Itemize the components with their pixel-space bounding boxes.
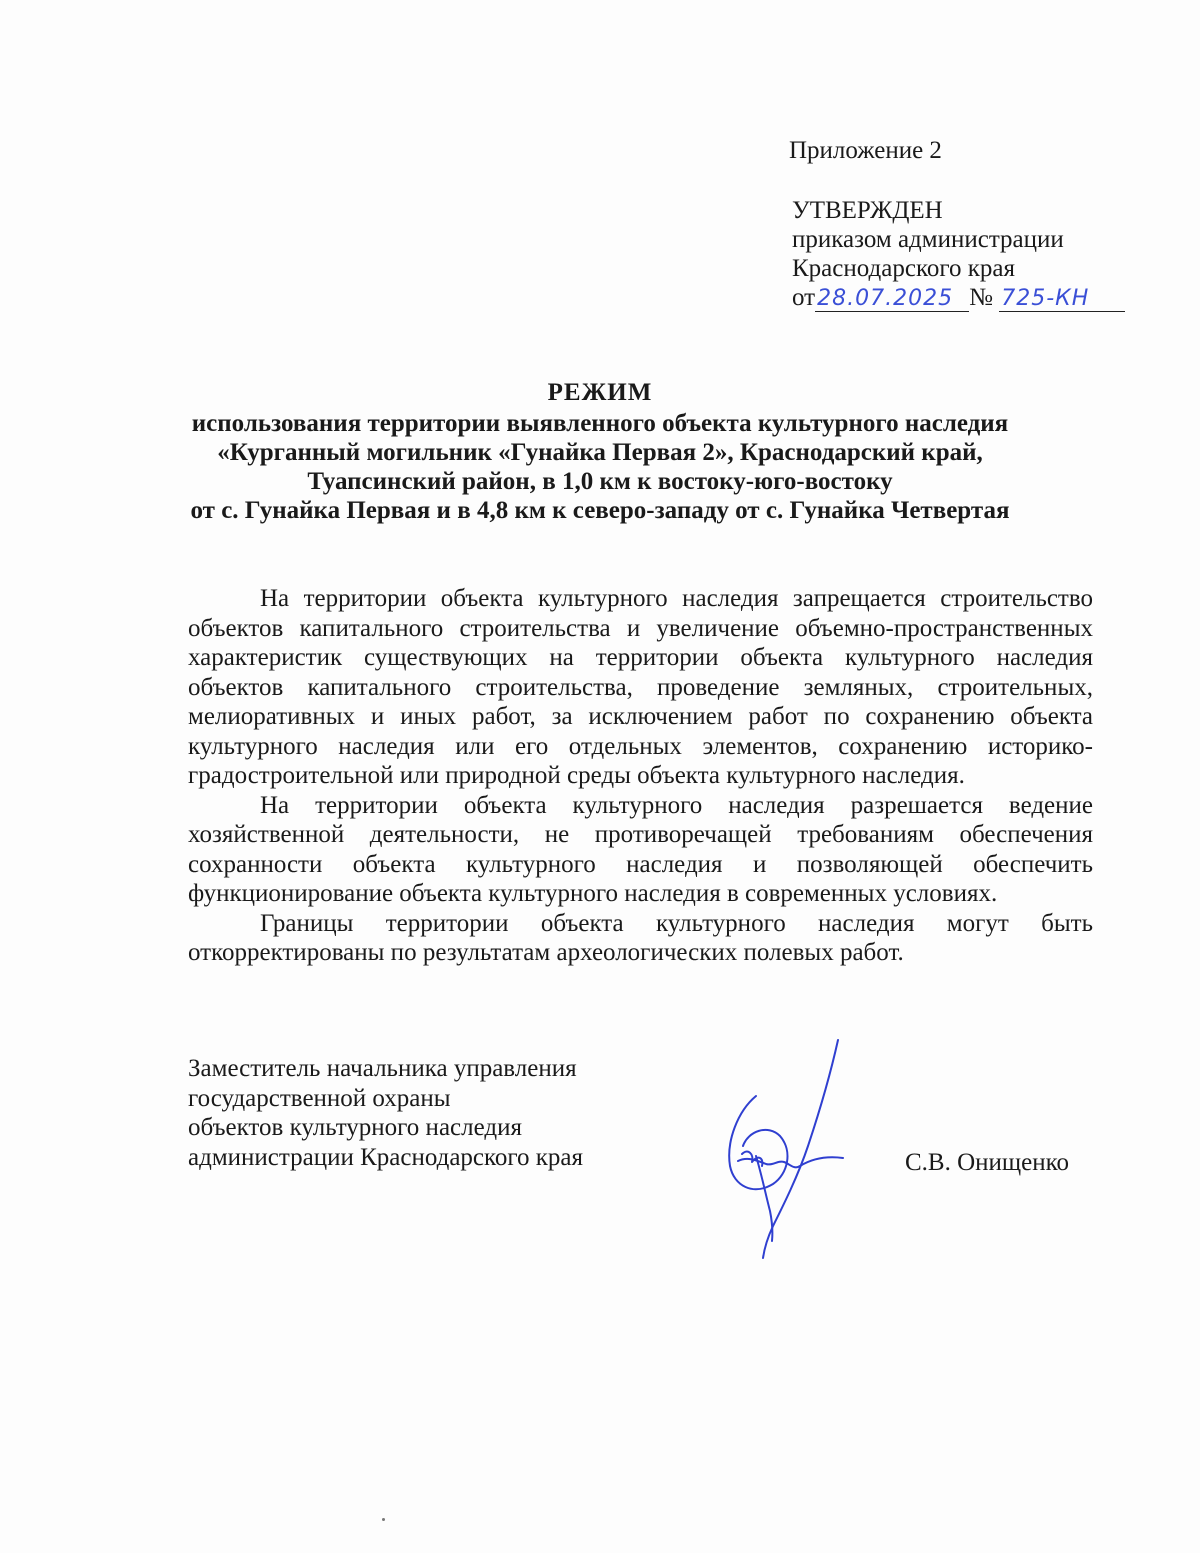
signer-position (188, 1054, 583, 1172)
document-body (188, 584, 1093, 968)
position-line-2: государственной охраны (188, 1084, 451, 1112)
date-prefix: от (792, 284, 816, 311)
title-line-2: «Курганный могильник «Гунайка Первая 2», Краснодарский край, (217, 439, 983, 466)
body-paragraph-2: На территории объекта культурного наследия разрешается ведение хозяйственной деятельности, не противоречащей требованиям обеспечения сохранности объекта культурного наследия и позволяющей обеспечить функционирование объекта культурного наследия в современных условиях. (188, 791, 1093, 907)
scan-speck (382, 1518, 385, 1521)
appendix-label: Приложение 2 (789, 137, 942, 164)
number-prefix: № (969, 284, 993, 311)
title-line-1: использования территории выявленного объекта культурного наследия (191, 410, 1009, 437)
approval-line-2: Краснодарского края (792, 255, 1015, 282)
approval-stamp-block (792, 196, 1125, 312)
body-paragraph-1: На территории объекта культурного наследия запрещается строительство объектов капитального строительства и увеличение объемно-пространственных характеристик существующих на территории объекта культурного наследия объектов капитального строительства, проведение земляных, строительных, мелиоративных и иных работ, за исключением работ по сохранению объекта культурного наследия или его отдельных элементов, сохранению историко-градостроительной или природной среды объекта культурного наследия. (188, 585, 1093, 789)
title-main: РЕЖИМ (547, 379, 653, 406)
title-subtitle (160, 409, 1040, 525)
handwritten-date: 28.07.2025 (815, 287, 969, 312)
title-line-3: Туапсинский район, в 1,0 км к востоку-юго-востоку (307, 468, 893, 495)
approval-line-1: приказом администрации (792, 226, 1064, 253)
title-line-4: от с. Гунайка Первая и в 4,8 км к северо-западу от с. Гунайка Четвертая (190, 497, 1010, 524)
signer-name: С.В. Онищенко (905, 1149, 1070, 1176)
position-line-1: Заместитель начальника управления (188, 1055, 577, 1082)
handwritten-signature (718, 1036, 858, 1261)
approval-title: УТВЕРЖДЕН (792, 197, 943, 224)
body-paragraph-3: Границы территории объекта культурного наследия могут быть откорректированы по результатам археологических полевых работ. (188, 909, 1093, 966)
document-title (160, 378, 1040, 525)
position-line-4: администрации Краснодарского края (188, 1143, 584, 1171)
approval-date-line (792, 283, 1125, 312)
position-line-3: объектов культурного наследия (188, 1114, 522, 1141)
handwritten-number: 725-КН (999, 287, 1125, 312)
